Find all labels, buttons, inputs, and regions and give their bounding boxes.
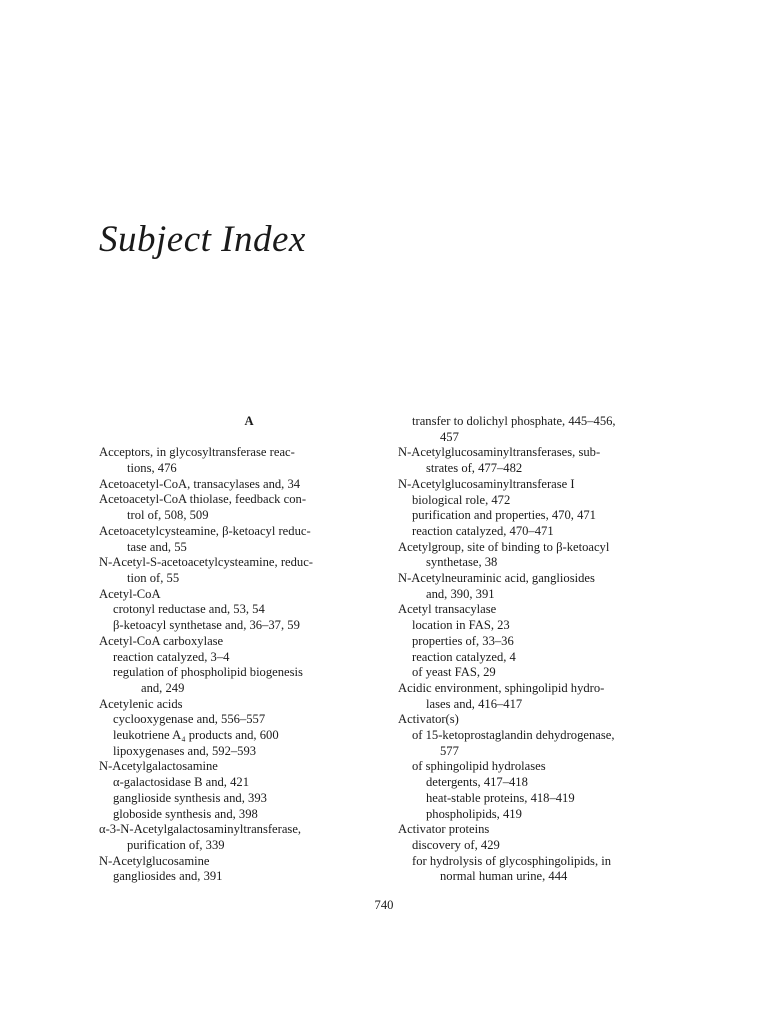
index-entry-line: tion of, 55 <box>127 571 180 585</box>
index-entry-line: reaction catalyzed, 470–471 <box>412 523 554 538</box>
index-entry-line: synthetase, 38 <box>426 555 498 570</box>
index-entry-line: detergents, 417–418 <box>426 775 528 790</box>
index-entry-line: purification and properties, 470, 471 <box>412 508 596 523</box>
index-entry-line: transfer to dolichyl phosphate, 445–456, <box>412 414 616 428</box>
index-entry-line: 457 <box>440 429 459 444</box>
index-entry-line: Acetyl transacylase <box>398 602 497 617</box>
index-entry-line: Activator(s) <box>398 712 459 727</box>
index-entry-line: Acetyl-CoA carboxylase <box>99 633 224 648</box>
section-letter: A <box>244 414 254 428</box>
index-entry-line: N-Acetylglucosaminyltransferase I <box>398 476 575 491</box>
index-entry-line: of 15-ketoprostaglandin dehydrogenase, <box>412 728 615 743</box>
index-entry-line: α-galactosidase B and, 421 <box>113 775 249 790</box>
index-entry-line: globoside synthesis and, 398 <box>113 806 258 821</box>
index-entry-line: Activator proteins <box>398 822 490 837</box>
index-entries-right <box>398 414 688 885</box>
index-entry-line: 577 <box>440 743 459 758</box>
index-entry-line: reaction catalyzed, 3–4 <box>113 649 230 664</box>
index-column-right <box>398 414 688 885</box>
index-entry-line: Acetoacetyl-CoA, transacylases and, 34 <box>99 476 301 491</box>
index-entry-line: Acceptors, in glycosyltransferase reac- <box>99 445 295 460</box>
index-entry-line: heat-stable proteins, 418–419 <box>426 790 575 805</box>
index-entry-line: tase and, 55 <box>127 539 187 554</box>
index-entry-line: biological role, 472 <box>412 492 511 507</box>
index-entry-line: reaction catalyzed, 4 <box>412 649 516 664</box>
index-entry-line: β-ketoacyl synthetase and, 36–37, 59 <box>113 618 300 633</box>
index-entry-line: N-Acetylglucosaminyltransferases, sub- <box>398 445 601 460</box>
index-entry-line: N-Acetyl-S-acetoacetylcysteamine, reduc- <box>99 555 313 570</box>
index-entry-line: and, 390, 391 <box>426 586 495 601</box>
index-entry-line: Acetoacetylcysteamine, β-ketoacyl reduc- <box>99 523 311 538</box>
index-entry-line: Acetyl-CoA <box>99 586 161 601</box>
index-entry-line: phospholipids, 419 <box>426 806 522 821</box>
index-entry-line: N-Acetylneuraminic acid, gangliosides <box>398 571 595 586</box>
index-entry-line: properties of, 33–36 <box>412 633 514 648</box>
index-column-left <box>99 414 389 885</box>
index-entry-line: Acidic environment, sphingolipid hydro- <box>398 680 605 695</box>
index-entry-line: gangliosides and, 391 <box>113 869 223 884</box>
index-entry-line: leukotriene A₄ products and, 600 <box>113 728 279 743</box>
index-entry-line: regulation of phospholipid biogenesis <box>113 665 303 680</box>
index-entry-line: crotonyl reductase and, 53, 54 <box>113 602 265 617</box>
page-title: Subject Index <box>99 219 306 260</box>
index-entry-line: trol of, 508, 509 <box>127 508 209 523</box>
index-entry-line: N-Acetylglucosamine <box>99 853 210 868</box>
index-entry-line: ganglioside synthesis and, 393 <box>113 790 267 805</box>
index-entry-line: normal human urine, 444 <box>440 869 568 884</box>
index-entry-line: discovery of, 429 <box>412 837 500 852</box>
index-entry-line: for hydrolysis of glycosphingolipids, in <box>412 853 612 868</box>
index-entry-line: lases and, 416–417 <box>426 696 523 711</box>
index-entry-line: Acetylgroup, site of binding to β-ketoacyl <box>398 539 610 554</box>
index-entry-line: and, 249 <box>141 680 185 695</box>
index-entry-line: cyclooxygenase and, 556–557 <box>113 712 266 727</box>
index-entry-line: purification of, 339 <box>127 837 225 852</box>
index-entry-line: of sphingolipid hydrolases <box>412 759 546 774</box>
index-entry-line: α-3-N-Acetylgalactosaminyltransferase, <box>99 822 302 837</box>
index-entry-line: Acetylenic acids <box>99 696 183 711</box>
index-entry-line: strates of, 477–482 <box>426 461 523 476</box>
page-number: 740 <box>374 898 394 912</box>
index-entry-line: Acetoacetyl-CoA thiolase, feedback con- <box>99 492 307 507</box>
index-entry-line: location in FAS, 23 <box>412 618 510 633</box>
index-entries-left <box>99 445 389 885</box>
index-entry-line: tions, 476 <box>127 461 177 476</box>
index-entry-line: of yeast FAS, 29 <box>412 665 496 680</box>
index-entry-line: lipoxygenases and, 592–593 <box>113 743 257 758</box>
index-entry-line: N-Acetylgalactosamine <box>99 759 218 774</box>
